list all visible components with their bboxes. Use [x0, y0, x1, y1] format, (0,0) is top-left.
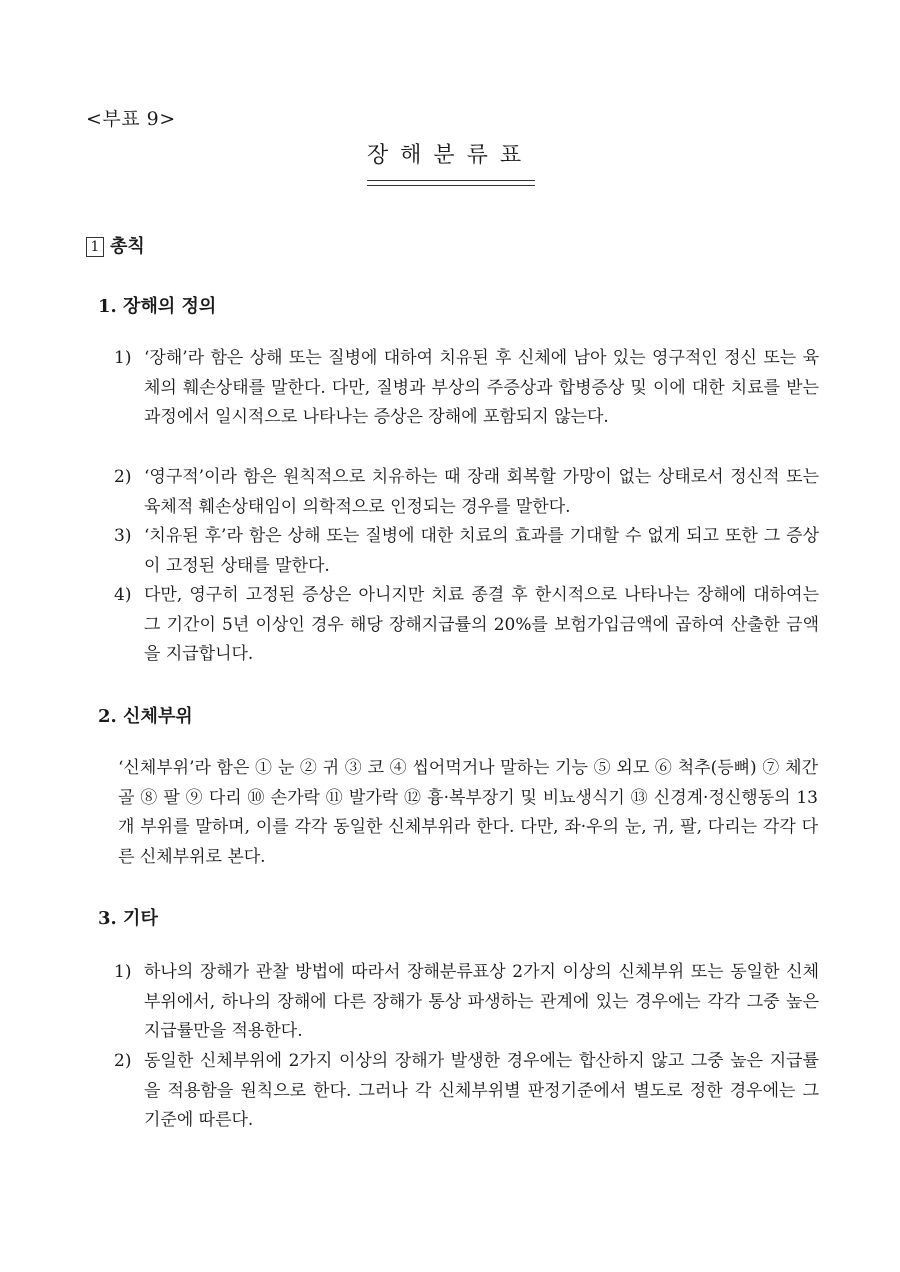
section-1-item-2: [114, 463, 819, 522]
appendix-label: <부표 9>: [86, 108, 176, 130]
item-text: ‘장해’라 함은 상해 또는 질병에 대하여 치유된 후 신체에 남아 있는 영구적인 정신 또는 육체의 훼손상태를 말한다. 다만, 질병과 부상의 주증상과 합병증상 및 이에 대한 치료를 받는 과정에서 일시적으로 나타나는 증상은 장해에 포함되지 않는다.: [144, 348, 819, 427]
section-1-item-4: [114, 581, 819, 670]
title-double-underline: [367, 180, 535, 186]
item-text: 동일한 신체부위에 2가지 이상의 장해가 발생한 경우에는 합산하지 않고 그중 높은 지급률을 적용함을 원칙으로 한다. 그러나 각 신체부위별 판정기준에서 별도로 정한 경우에는 그 기준에 따른다.: [144, 1051, 819, 1130]
item-number: 1): [114, 348, 132, 368]
chapter-number-box: 1: [86, 237, 104, 257]
chapter-heading: [86, 232, 145, 258]
item-text: ‘치유된 후’라 함은 상해 또는 질병에 대한 치료의 효과를 기대할 수 없게 되고 또한 그 증상이 고정된 상태를 말한다.: [144, 526, 819, 576]
section-3-item-1: [114, 958, 819, 1047]
section-2-paragraph: ‘신체부위’라 함은 ① 눈 ② 귀 ③ 코 ④ 씹어먹거나 말하는 기능 ⑤ 외모 ⑥ 척추(등뼈) ⑦ 체간골 ⑧ 팔 ⑨ 다리 ⑩ 손가락 ⑪ 발가락 ⑫ 흉·복부장기 및 비뇨생식기 ⑬ 신경계·정신행동의 13개 부위를 말하며, 이를 각각 동일한 신체부위라 한다. 다만, 좌·우의 눈, 귀, 팔, 다리는 각각 다른 신체부위로 본다.: [118, 758, 818, 867]
item-number: 1): [114, 962, 132, 982]
section-1-item-3: [114, 522, 819, 581]
item-number: 2): [114, 1051, 132, 1071]
section-1-heading: 1. 장해의 정의: [98, 296, 217, 317]
item-text: ‘영구적’이라 함은 원칙적으로 치유하는 때 장래 회복할 가망이 없는 상태로서 정신적 또는 육체적 훼손상태임이 의학적으로 인정되는 경우를 말한다.: [144, 467, 819, 517]
item-number: 2): [114, 467, 132, 487]
section-3-item-2: [114, 1047, 819, 1136]
section-2-heading: 2. 신체부위: [98, 706, 193, 727]
item-text: 다만, 영구히 고정된 증상은 아니지만 치료 종결 후 한시적으로 나타나는 장해에 대하여는 그 기간이 5년 이상인 경우 해당 장해지급률의 20%를 보험가입금액에 곱하여 산출한 금액을 지급합니다.: [144, 585, 819, 664]
section-1-item-1: [114, 344, 819, 433]
item-number: 3): [114, 526, 132, 546]
page-title: 장해분류표: [366, 143, 534, 168]
chapter-label: 총칙: [110, 236, 145, 257]
section-3-heading: 3. 기타: [98, 908, 158, 929]
item-number: 4): [114, 585, 132, 605]
item-text: 하나의 장해가 관찰 방법에 따라서 장해분류표상 2가지 이상의 신체부위 또는 동일한 신체부위에서, 하나의 장해에 다른 장해가 통상 파생하는 관계에 있는 경우에는 각각 그중 높은 지급률만을 적용한다.: [144, 962, 819, 1041]
